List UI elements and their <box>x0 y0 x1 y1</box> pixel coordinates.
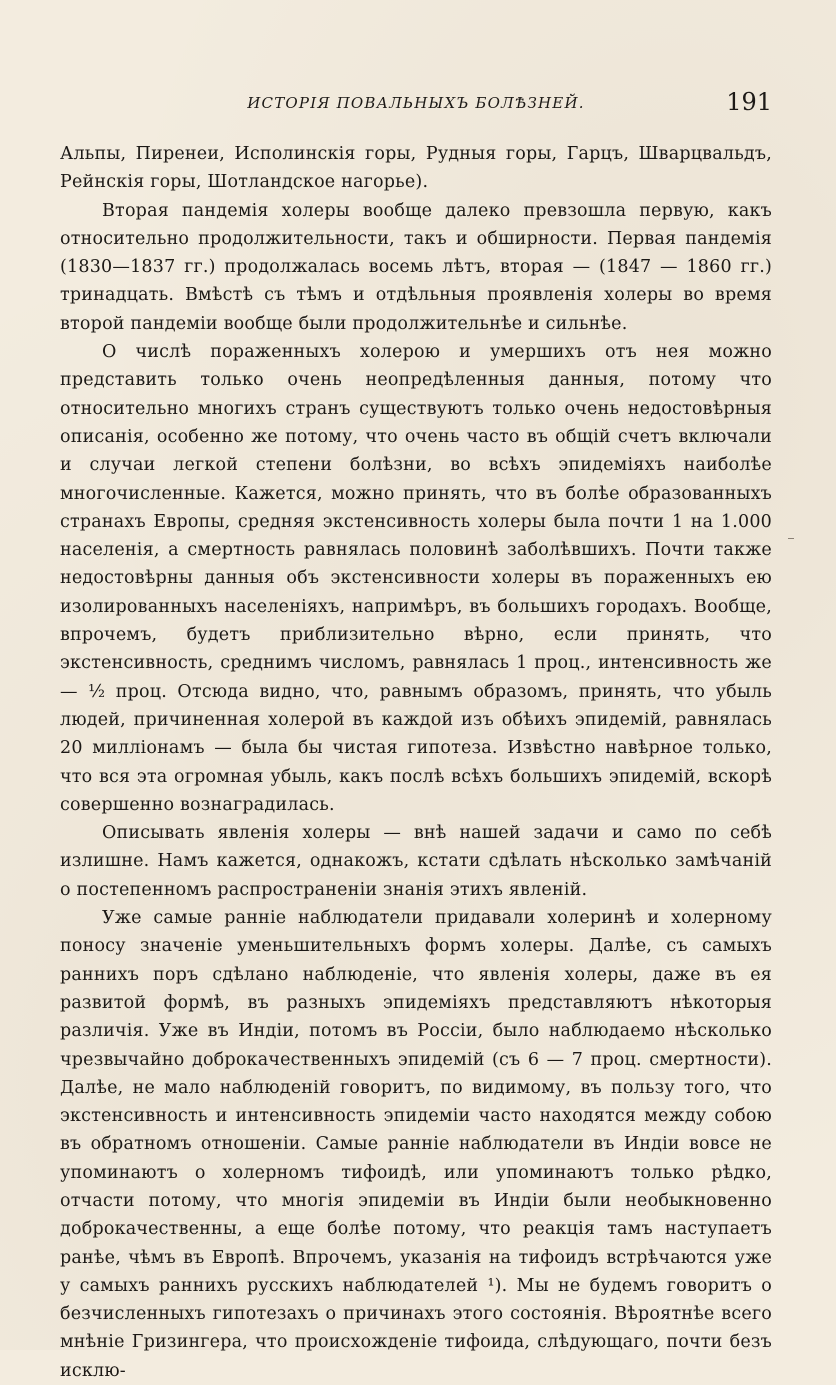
page-number: 191 <box>726 88 772 116</box>
paragraph-number-affected: О числѣ пораженныхъ холерою и умершихъ отъ нея можно представить только очень неопредѣленныя данныя, потому что относительно многихъ странъ существуютъ только очень недостовѣрныя описанія, особенно же потому, что очень часто въ общій счетъ включали и случаи легкой степени болѣзни, во всѣхъ эпидеміяхъ наиболѣе многочисленные. Кажется, можно принять, что въ болѣе образованныхъ странахъ Европы, средняя экстенсивность холеры была почти 1 на 1.000 населенія, а смертность равнялась половинѣ заболѣвшихъ. Почти также недостовѣрны данныя объ экстенсивности холеры въ пораженныхъ ею изолированныхъ населеніяхъ, напримѣръ, въ большихъ городахъ. Вообще, впрочемъ, будетъ приблизительно вѣрно, если принять, что экстенсивность, среднимъ числомъ, равнялась 1 проц., интенсивность же— ½ проц. Отсюда видно, что, равнымъ образомъ, принять, что убыль людей, причиненная холерой въ каждой изъ обѣихъ эпидемій, равнялась 20 милліонамъ — была бы чистая гипотеза. Извѣстно навѣрное только, что вся эта огромная убыль, какъ послѣ всѣхъ большихъ эпидемій, вскорѣ совершенно вознаградилась. <box>60 342 772 815</box>
paragraph-continuation: Альпы, Пиренеи, Исполинскія горы, Рудныя горы, Гарцъ, Шварцвальдъ, Рейнскія горы, Шотландское нагорье). <box>60 144 772 193</box>
running-title: ИСТОРІЯ ПОВАЛЬНЫХЪ БОЛѢЗНЕЙ. <box>247 94 585 112</box>
paragraph-early-observers: Уже самые ранніе наблюдатели придавали холеринѣ и холерному поносу значеніе уменьшительныхъ формъ холеры. Далѣе, съ самыхъ раннихъ поръ сдѣлано наблюденіе, что явленія холеры, даже въ ея развитой формѣ, въ разныхъ эпидеміяхъ представляютъ нѣкоторыя различія. Уже въ Индіи, потомъ въ Россіи, было наблюдаемо нѣсколько чрезвычайно доброкачественныхъ эпидемій (съ 6 — 7 проц. смертности). Далѣе, не мало наблюденій говоритъ, по видимому, въ пользу того, что экстенсивность и интенсивность эпидеміи часто находятся между собою въ обратномъ отношеніи. Самые ранніе наблюдатели въ Индіи вовсе не упоминаютъ о холерномъ тифоидѣ, или упоминаютъ только рѣдко, отчасти потому, что многія эпидеміи въ Индіи были необыкновенно доброкачественны, а еще болѣе потому, что реакція тамъ наступаетъ ранѣе, чѣмъ въ Европѣ. Впрочемъ, указанія на тифоидъ встрѣчаются уже у самыхъ раннихъ русскихъ наблюдателей ¹). Мы не будемъ говоритъ о безчисленныхъ гипотезахъ о причинахъ этого состоянія. Вѣроятнѣе всего мнѣніе Гризингера, что происхожденіе тифоида, слѣдующаго, почти безъ исклю- <box>60 908 772 1381</box>
margin-mark <box>788 538 794 539</box>
body-text <box>60 140 772 1385</box>
page-header <box>60 88 772 118</box>
paragraph-describing-phenomena: Описывать явленія холеры — внѣ нашей задачи и само по себѣ излишне. Намъ кажется, однакожъ, кстати сдѣлать нѣсколько замѣчаній о постепенномъ распространеніи знанія этихъ явленій. <box>60 823 772 900</box>
paragraph-second-pandemic: Вторая пандемія холеры вообще далеко превзошла первую, какъ относительно продолжительности, такъ и обширности. Первая пандемія (1830—1837 гг.) продолжалась восемь лѣтъ, вторая — (1847 — 1860 гг.) тринадцать. Вмѣстѣ съ тѣмъ и отдѣльныя проявленія холеры во время второй пандеміи вообще были продолжительнѣе и сильнѣе. <box>60 200 772 334</box>
